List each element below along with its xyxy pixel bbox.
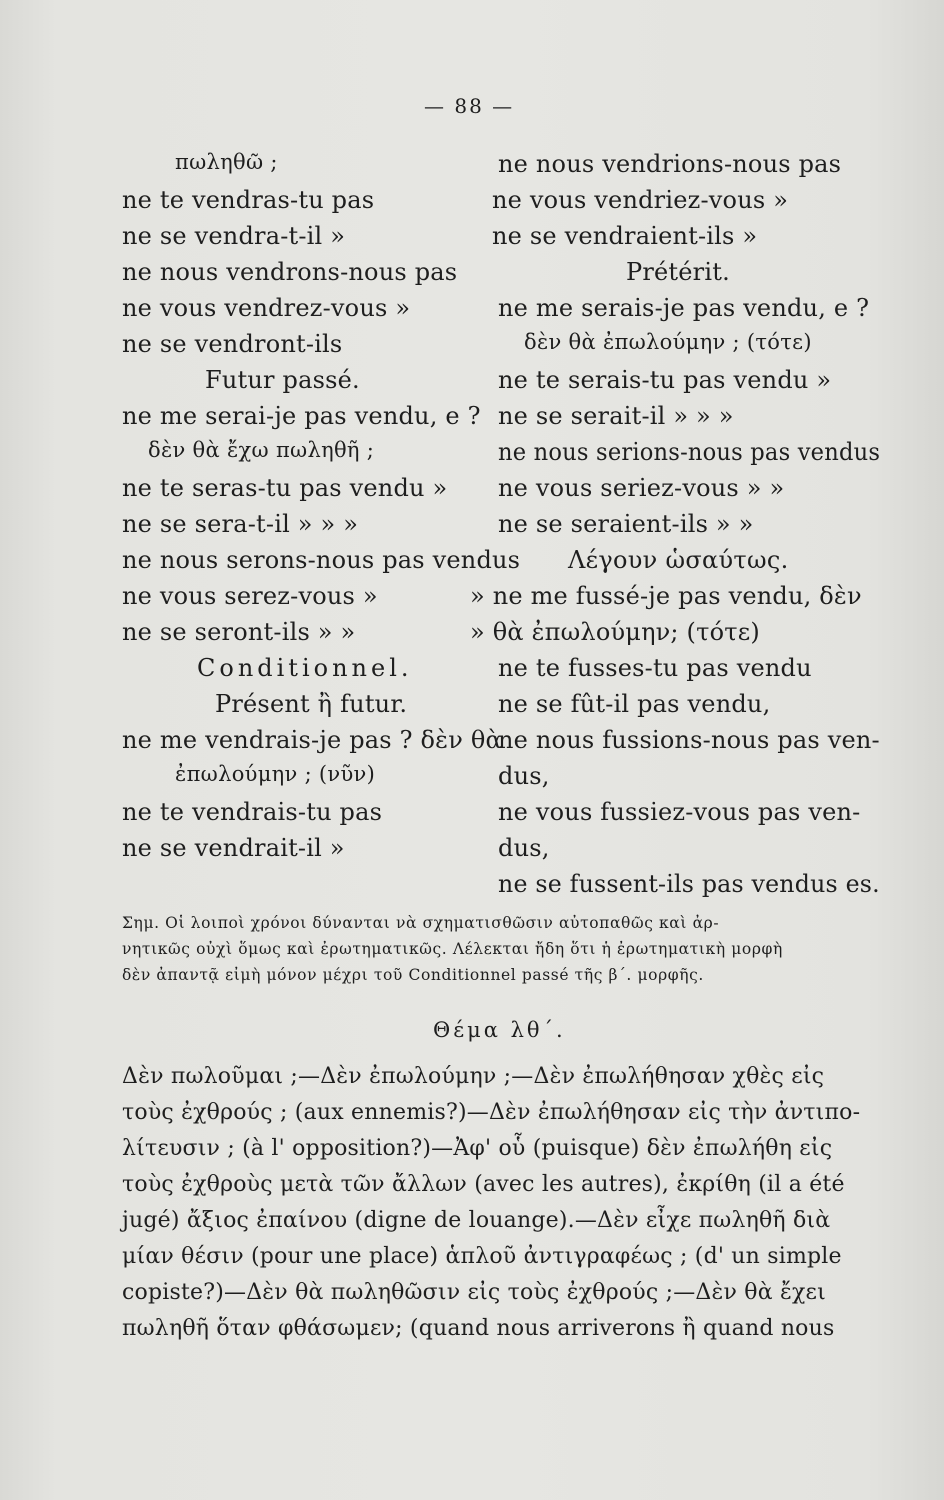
right-line: ne se vendraient-ils » [492, 222, 758, 250]
right-line: δὲν θὰ ἐπωλούμην ; (τότε) [524, 330, 812, 354]
prose-line: πωληθῆ ὅταν φθάσωμεν; (quand nous arriverons ἢ quand nous [122, 1316, 835, 1341]
left-line: ne vous serez-vous » [122, 582, 378, 610]
prose-line: τοὺς ἐχθρούς ; (aux ennemis?)—Δὲν ἐπωλήθησαν εἰς τὴν ἀντιπο- [122, 1100, 861, 1125]
prose-line: τοὺς ἐχθροὺς μετὰ τῶν ἄλλων (avec les autres), ἐκρίθη (il a été [122, 1172, 845, 1197]
right-line: » ne me fussé-je pas vendu, δὲν [470, 582, 862, 610]
theme-title: Θέμα λθ΄. [433, 1018, 566, 1042]
right-line: ne vous fussiez-vous pas ven- [498, 798, 861, 826]
right-line: ne nous serions-nous pas vendus [498, 438, 881, 466]
prose-line: μίαν θέσιν (pour une place) ἁπλοῦ ἀντιγραφέως ; (d' un simple [122, 1244, 842, 1269]
left-line: ne se seront-ils » » [122, 618, 356, 646]
section-heading-present-futur: Présent ἢ futur. [215, 690, 408, 718]
left-line: ne se vendrait-il » [122, 834, 345, 862]
left-line: ne nous serons-nous pas vendus [122, 546, 521, 574]
note-line: νητικῶς οὐχὶ ὅμως καὶ ἐρωτηματικῶς. Λέλεκται ἤδη ὅτι ἡ ἐρωτηματικὴ μορφὴ [122, 940, 783, 958]
right-line: ne te serais-tu pas vendu » [498, 366, 832, 394]
right-line: ne nous fussions-nous pas ven- [498, 726, 880, 754]
note-line: δὲν ἀπαντᾷ εἰμὴ μόνον μέχρι τοῦ Conditionnel passé τῆς β΄. μορφῆς. [122, 966, 704, 984]
right-line: ne se serait-il » » » [498, 402, 734, 430]
note-line: Σημ. Οἱ λοιποὶ χρόνοι δύνανται νὰ σχηματισθῶσιν αὐτοπαθῶς καὶ ἀρ- [122, 914, 720, 932]
left-line: ne se vendra-t-il » [122, 222, 346, 250]
right-line: ne te fusses-tu pas vendu [498, 654, 812, 682]
left-line: ἐπωλούμην ; (νῦν) [175, 762, 376, 786]
right-line: ne me serais-je pas vendu, e ? [498, 294, 870, 322]
prose-line: copiste?)—Δὲν θὰ πωληθῶσιν εἰς τοὺς ἐχθρούς ;—Δὲν θὰ ἔχει [122, 1280, 826, 1305]
left-line: ne te seras-tu pas vendu » [122, 474, 448, 502]
section-heading-preterit: Prétérit. [626, 258, 730, 286]
prose-line: λίτευσιν ; (à l' opposition?)—Ἀφ' οὗ (puisque) δὲν ἐπωλήθη εἰς [122, 1136, 833, 1161]
right-line: ne se seraient-ils » » [498, 510, 754, 538]
right-line: ne vous seriez-vous » » [498, 474, 785, 502]
right-line: dus, [498, 762, 550, 790]
right-line: ne vous vendriez-vous » [492, 186, 789, 214]
prose-line: Δὲν πωλοῦμαι ;—Δὲν ἐπωλούμην ;—Δὲν ἐπωλήθησαν χθὲς εἰς [122, 1064, 825, 1089]
section-heading-conditionnel: Conditionnel. [197, 654, 413, 682]
right-line: ne se fussent-ils pas vendus es. [498, 870, 880, 898]
left-line: πωληθῶ ; [175, 150, 278, 174]
left-line: ne se vendront-ils [122, 330, 343, 358]
right-line: » θὰ ἐπωλούμην; (τότε) [470, 618, 760, 646]
left-line: ne me serai-je pas vendu, e ? [122, 402, 481, 430]
right-line: ne nous vendrions-nous pas [498, 150, 842, 178]
section-heading-futur-passe: Futur passé. [205, 366, 360, 394]
left-line: ne te vendras-tu pas [122, 186, 375, 214]
section-heading-legoun-osaftos: Λέγουν ὡσαύτως. [568, 546, 789, 574]
page-number: — 88 — [424, 94, 515, 118]
left-line: ne te vendrais-tu pas [122, 798, 383, 826]
right-line: ne se fût-il pas vendu, [498, 690, 771, 718]
left-line: ne vous vendrez-vous » [122, 294, 411, 322]
right-line: dus, [498, 834, 550, 862]
left-line: δὲν θὰ ἔχω πωληθῆ ; [148, 438, 375, 462]
prose-line: jugé) ἄξιος ἐπαίνου (digne de louange).—Δὲν εἶχε πωληθῆ διὰ [122, 1208, 831, 1233]
left-line: ne me vendrais-je pas ? δὲν θὰ [122, 726, 502, 754]
left-line: ne nous vendrons-nous pas [122, 258, 458, 286]
left-line: ne se sera-t-il » » » [122, 510, 359, 538]
